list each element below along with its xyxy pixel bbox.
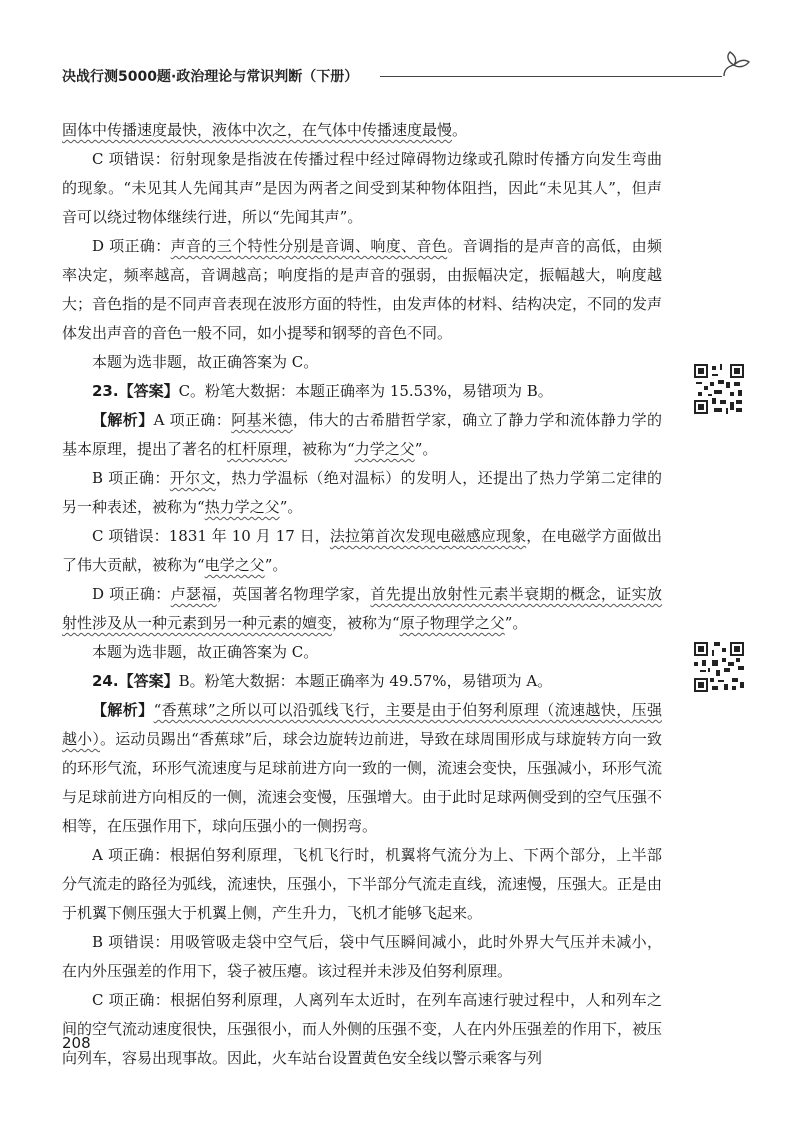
text-run: ”。	[264, 556, 288, 574]
paragraph	[62, 522, 662, 580]
paragraph	[62, 638, 662, 667]
text-run: 本题为选非题，故正确答案为 C。	[92, 353, 319, 371]
sprout-icon	[718, 48, 752, 78]
text-run: 。运动员踢出“香蕉球”后，球会边旋转边前进，导致在球周围形成与球旋转方向一致的环形气流，环形气流速度与足球前进方向一致的一侧，流速会变快，压强减小，环形气流与足球前进方向相反的一侧，流速会变慢，压强增大。由于此时足球两侧受到的空气压强不相等，在压强作用下，球向压强小的一侧拐弯。	[62, 730, 663, 835]
text-run: ，伟大的古希腊哲学家，确立了静力学和流体静力学的基本原理，提出了著名的	[62, 411, 662, 458]
key-phrase: 固体中传播速度最快，液体中次之，在气体中传播速度最慢	[62, 121, 453, 139]
paragraph	[62, 696, 662, 841]
paragraph	[62, 116, 662, 145]
key-phrase: 首先提出放射性元素半衰期的概念，证实放射性涉及从一种元素到另一种元素的嬗变	[62, 585, 662, 632]
key-phrase: 法拉第首次发现电磁感应现象	[329, 527, 527, 545]
paragraph	[62, 580, 662, 638]
text-run: 。	[452, 121, 468, 139]
text-run: 。音调指的是声音的高低，由频率决定，频率越高，音调越高；响度指的是声音的强弱，由振幅决定，振幅越大，响度越大；音色指的是不同声音表现在波形方面的特性，由发声体的材料、结构决定，不同的发声体发出声音的音色一般不同，如小提琴和钢琴的音色不同。	[62, 237, 663, 342]
text-run: A 项正确：	[153, 411, 232, 429]
key-phrase: 阿基米德	[231, 411, 293, 429]
paragraph	[62, 841, 662, 928]
label-tag: 23.【答案】	[92, 382, 179, 400]
text-run: C 项正确：根据伯努利原理，人离列车太近时，在列车高速行驶过程中，人和列车之间的空气流动速度很快，压强很小，而人外侧的压强不变，人在内外压强差的作用下，被压向列车，容易出现事故。因此，火车站台设置黄色安全线以警示乘客与列	[62, 991, 663, 1067]
solution-text	[62, 116, 662, 1073]
key-phrase: 原子物理学之父	[399, 614, 505, 632]
book-title: 决战行测5000题·政治理论与常识判断（下册）	[62, 69, 359, 85]
text-run: B 项错误：用吸管吸走袋中空气后，袋中气压瞬间减小，此时外界大气压并未减小，在内外压强差的作用下，袋子被压瘪。该过程并未涉及伯努利原理。	[62, 933, 662, 980]
key-phrase: 卢瑟福	[170, 585, 217, 603]
label-tag: 【解析】	[92, 701, 154, 719]
text-run: ”。	[504, 614, 528, 632]
paragraph	[62, 232, 662, 348]
label-tag: 24.【答案】	[92, 672, 179, 690]
paragraph	[62, 377, 662, 406]
text-run: 本题为选非题，故正确答案为 C。	[92, 643, 319, 661]
running-header	[62, 66, 752, 88]
paragraph	[62, 464, 662, 522]
paragraph	[62, 348, 662, 377]
text-run: ”。	[279, 498, 303, 516]
text-run: ，被称为“	[332, 614, 400, 632]
qr-code-icon[interactable]	[694, 642, 744, 692]
key-phrase: 开尔文	[169, 469, 216, 487]
header-rule	[380, 76, 722, 77]
key-phrase: 声音的三个特性分别是音调、响度、音色	[170, 237, 448, 255]
text-run: ，热力学温标（绝对温标）的发明人，还提出了热力学第二定律的另一种表述，被称为“	[62, 469, 662, 516]
text-run: ，被称为“	[287, 440, 355, 458]
key-phrase: 杠杆原理	[227, 440, 288, 458]
paragraph	[62, 667, 662, 696]
page-number: 208	[62, 1034, 91, 1052]
key-phrase: “香蕉球”之所以可以沿弧线飞行，主要是由于伯努利原理（流速越快，压强越小）	[62, 701, 662, 748]
paragraph	[62, 986, 662, 1073]
paragraph	[62, 928, 662, 986]
text-run: ”。	[414, 440, 438, 458]
qr-code-icon[interactable]	[694, 364, 744, 414]
text-run: C。粉笔大数据：本题正确率为 15.53%，易错项为 B。	[178, 382, 553, 400]
text-run: D 项正确：	[92, 585, 171, 603]
key-phrase: 热力学之父	[204, 498, 280, 516]
text-run: B 项正确：	[92, 469, 170, 487]
text-run: A 项正确：根据伯努利原理，飞机飞行时，机翼将气流分为上、下两个部分，上半部分气流走的路径为弧线，流速快，压强小，下半部分气流走直线，流速慢，压强大。正是由于机翼下侧压强大于机翼上侧，产生升力，飞机才能够飞起来。	[62, 846, 663, 922]
label-tag: 【解析】	[92, 411, 154, 429]
text-run: C 项错误：1831 年 10 月 17 日，	[92, 527, 330, 545]
paragraph	[62, 406, 662, 464]
paragraph	[62, 145, 662, 232]
key-phrase: 电学之父	[204, 556, 265, 574]
key-phrase: 力学之父	[354, 440, 415, 458]
text-run: B。粉笔大数据：本题正确率为 49.57%，易错项为 A。	[178, 672, 553, 690]
text-run: ，英国著名物理学家，	[216, 585, 371, 603]
text-run: C 项错误：衍射现象是指波在传播过程中经过障碍物边缘或孔隙时传播方向发生弯曲的现象。“未见其人先闻其声”是因为两者之间受到某种物体阻挡，因此“未见其人”，但声音可以绕过物体继续行进，所以“先闻其声”。	[62, 150, 662, 226]
text-run: ，在电磁学方面做出了伟大贡献，被称为“	[62, 527, 662, 574]
text-run: D 项正确：	[92, 237, 171, 255]
